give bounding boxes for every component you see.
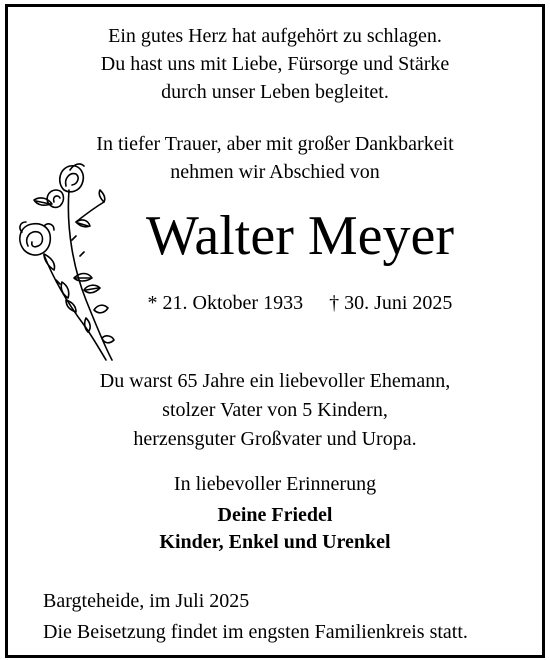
remembrance-line: In liebevoller Erinnerung	[173, 473, 377, 495]
life-dates	[0, 291, 550, 315]
mourner-spouse: Deine Friedel	[217, 504, 333, 526]
intro-line-2: Du hast uns mit Liebe, Fürsorge und Stärke	[100, 53, 450, 75]
intro-line-3: durch unser Leben begleitet.	[161, 81, 389, 103]
tribute-line-3: herzensguter Großvater und Uropa.	[133, 428, 417, 450]
farewell-line-1: In tiefer Trauer, aber mit großer Dankbarkeit	[96, 133, 454, 155]
intro-line-1: Ein gutes Herz hat aufgehört zu schlagen.	[108, 25, 442, 47]
funeral-note: Die Beisetzung findet im engsten Familienkreis statt.	[43, 621, 468, 643]
birth-date: * 21. Oktober 1933	[147, 292, 304, 314]
tribute-line-2: stolzer Vater von 5 Kindern,	[162, 399, 388, 421]
farewell-line-2: nehmen wir Abschied von	[170, 161, 380, 183]
death-date: † 30. Juni 2025	[329, 292, 453, 314]
deceased-name: Walter Meyer	[146, 205, 454, 267]
place-date: Bargteheide, im Juli 2025	[43, 590, 250, 612]
tribute-line-1: Du warst 65 Jahre ein liebevoller Ehemann,	[99, 370, 451, 392]
mourner-family: Kinder, Enkel und Urenkel	[159, 531, 391, 553]
